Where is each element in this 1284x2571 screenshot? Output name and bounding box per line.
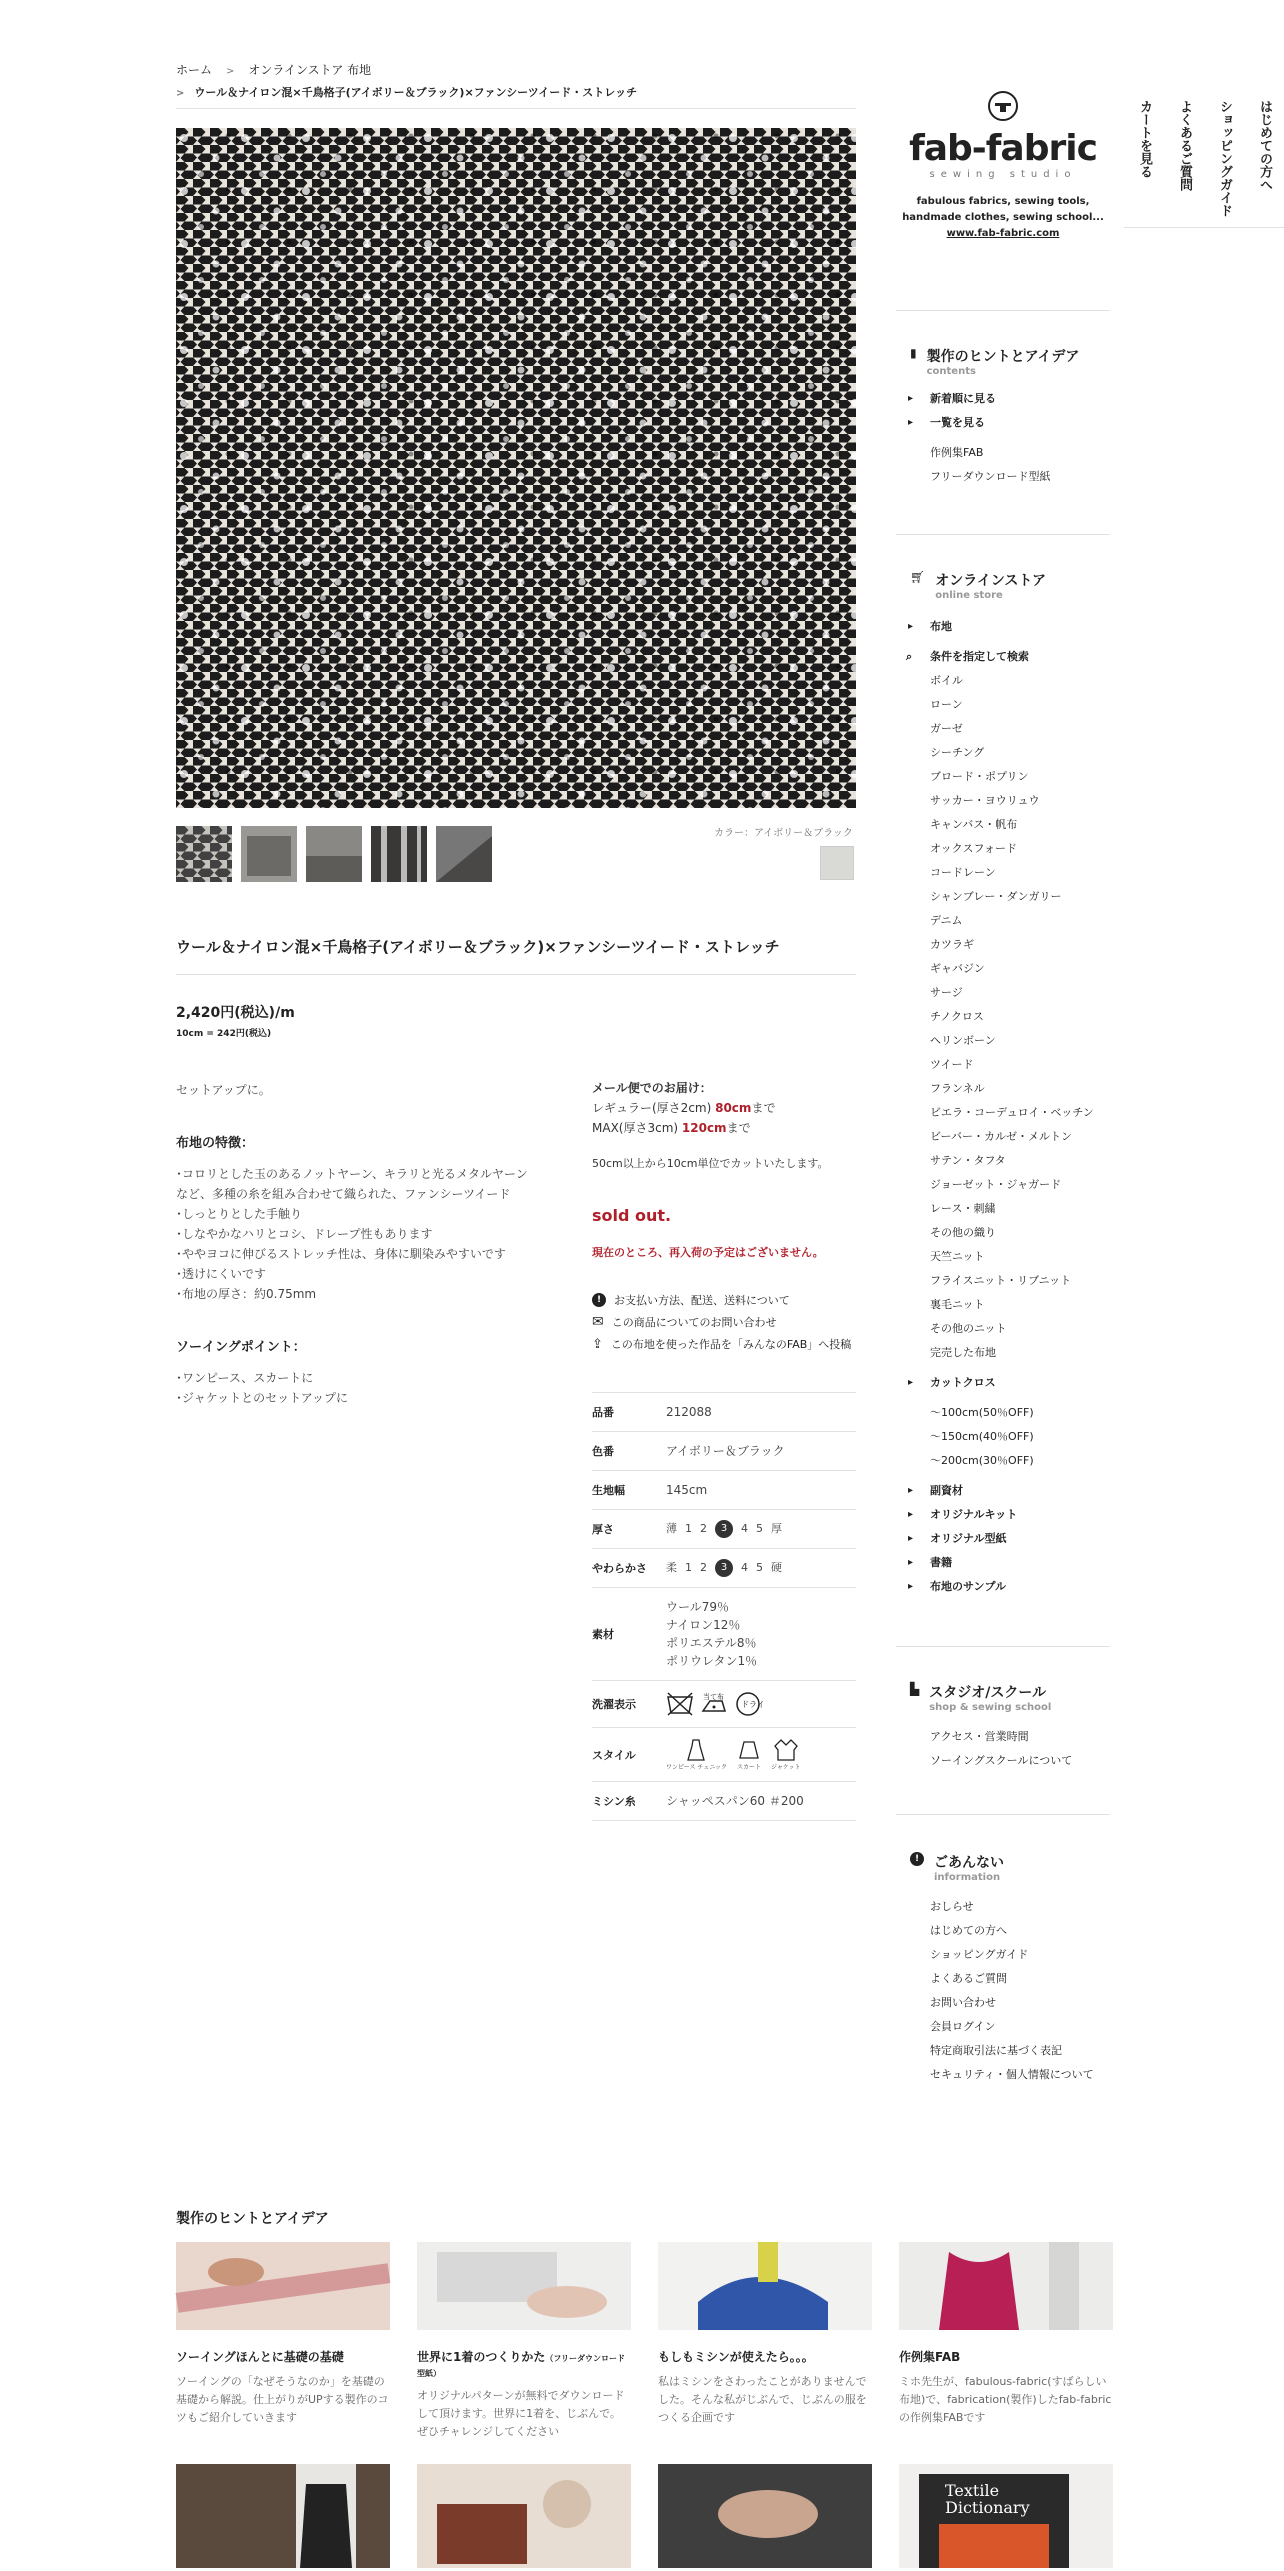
tip-desc: ソーイングの「なぜそうなのか」を基礎の基礎から解説。仕上がりがUPする製作のコツもご紹介していきます [176, 2375, 389, 2424]
side-store-more[interactable]: ▸ 副資材 [896, 1479, 1110, 1503]
side-store-item[interactable]: キャンバス・帆布 [930, 818, 1018, 831]
spec-value: 212088 [666, 1405, 712, 1419]
side-store-item[interactable]: オックスフォード [930, 842, 1018, 855]
thumbnail-3[interactable] [306, 826, 362, 882]
side-tips-list[interactable]: ▸ 一覧を見る [896, 411, 1110, 435]
share-link[interactable] [592, 1336, 851, 1352]
spec-value: アイボリー＆ブラック [666, 1444, 785, 1458]
info-circle-icon: ! [592, 1293, 606, 1307]
color-swatch[interactable] [820, 846, 854, 880]
book-title: Textile Dictionary [945, 2481, 1030, 2517]
delivery-title: メール便でのお届け： [592, 1081, 712, 1095]
logo-url[interactable]: www.fab-fabric.com [946, 228, 1060, 239]
tips-cards [176, 2242, 1113, 2441]
delivery-suffix: まで [751, 1101, 776, 1115]
spec-key: 品番 [592, 1406, 614, 1419]
side-store-item[interactable]: ジョーゼット・ジャガード [930, 1178, 1062, 1191]
style-label: スカート [736, 1764, 761, 1771]
scale-step: 5 [756, 1561, 763, 1574]
side-info-item[interactable]: よくあるご質問 [930, 1972, 1007, 1985]
scale-selected: 3 [715, 1559, 733, 1577]
feature-line: ･しなやかなハリとコシ、ドレープ性もあります [176, 1227, 433, 1241]
scale-low: 薄 [666, 1522, 677, 1535]
price: 2,420円(税込)/m [176, 1005, 295, 1021]
side-store-item[interactable]: ブロード・ポプリン [930, 770, 1029, 783]
spec-row-style [592, 1727, 856, 1781]
side-store [896, 570, 1110, 1599]
tagline-1: fabulous fabrics, sewing tools, [916, 196, 1090, 207]
sewing-title: ソーイングポイント： [176, 1340, 306, 1355]
thumbnail-4[interactable] [371, 826, 427, 882]
side-studio-sub: shop & sewing school [929, 1702, 1052, 1713]
breadcrumb-current: ウール＆ナイロン混×千鳥格子(アイボリー＆ブラック)×ファンシーツイード・ストレッチ [194, 86, 638, 99]
side-store-item[interactable]: ガーゼ [930, 722, 963, 735]
side-info-item[interactable]: ショッピングガイド [930, 1948, 1029, 1961]
side-store-cut-item[interactable]: 〜100cm(50％OFF) [930, 1406, 1034, 1419]
spec-key: ミシン糸 [592, 1795, 636, 1808]
envelope-icon: ✉ [592, 1314, 604, 1330]
vnav-first-time[interactable]: はじめての方へ [1244, 90, 1284, 228]
breadcrumb-home[interactable]: ホーム [176, 63, 213, 77]
side-studio-item[interactable]: アクセス・営業時間 [930, 1730, 1029, 1743]
features-title: 布地の特徴： [176, 1136, 255, 1151]
sewing-machine-icon [987, 90, 1019, 122]
feature-line: ･コロリとした玉のあるノットヤーン、キラリと光るメタルヤーン [176, 1167, 528, 1181]
scale-step: 1 [685, 1561, 692, 1574]
spec-row-washing [592, 1680, 856, 1727]
price-per-10cm: 10cm = 242円(税込) [176, 1029, 272, 1039]
logo-sub: sewing studio [929, 169, 1077, 180]
cart-icon: 🛒︎ [910, 570, 926, 584]
info-circle-icon: ! [910, 1852, 924, 1866]
chevron-right-icon: > [226, 66, 235, 77]
side-store-item[interactable]: ビエラ・コーデュロイ・ベッチン [930, 1106, 1094, 1119]
style-label: ワンピース チュニック [666, 1764, 727, 1771]
tip-card[interactable] [658, 2464, 872, 2568]
side-info-title: ごあんない [934, 1855, 1004, 1871]
side-tips-download[interactable]: フリーダウンロード型紙 [930, 470, 1051, 483]
side-info-item[interactable]: 特定商取引法に基づく表記 [930, 2044, 1062, 2057]
tip-title: 世界に1着のつくりかた [417, 2350, 546, 2364]
side-store-item[interactable]: ヘリンボーン [930, 1034, 996, 1047]
spec-row-color [592, 1431, 856, 1470]
logo-tagline [896, 194, 1110, 242]
thumbnail-strip [176, 826, 492, 882]
feature-line: ･透けにくいです [176, 1267, 267, 1281]
side-store-more[interactable]: ▸ 布地のサンプル [896, 1575, 1110, 1599]
breadcrumb [176, 60, 637, 104]
side-store-item[interactable]: フランネル [930, 1082, 985, 1095]
spec-key: 生地幅 [592, 1484, 625, 1497]
side-store-item[interactable]: ギャバジン [930, 962, 985, 975]
side-tips-sub: contents [926, 366, 976, 377]
side-info [896, 1852, 1110, 2087]
delivery-info [592, 1078, 856, 1174]
side-store-item[interactable]: ボイル [930, 674, 963, 687]
tip-image [658, 2242, 872, 2330]
vnav-cart[interactable]: カートを見る [1124, 90, 1164, 228]
material-item: ウール79％ [666, 1600, 730, 1614]
skirt-icon [738, 1738, 760, 1762]
side-store-more[interactable]: ▸ オリジナル型紙 [896, 1527, 1110, 1551]
scale-step: 2 [700, 1561, 707, 1574]
inquiry-link-label: この商品についてのお問い合わせ [611, 1316, 777, 1329]
tips-title: 製作のヒントとアイデア [176, 2211, 329, 2227]
washing-icons [666, 1691, 856, 1717]
tip-title: 作例集FAB [899, 2350, 961, 2364]
spec-key: 色番 [592, 1445, 614, 1458]
sewing-line: ･ワンピース、スカートに [176, 1371, 314, 1385]
color-caption: カラー：アイボリー＆ブラック [714, 828, 853, 839]
side-info-sub: information [934, 1872, 1001, 1883]
scale-step: 1 [685, 1522, 692, 1535]
side-info-item[interactable]: はじめての方へ [930, 1924, 1007, 1937]
side-info-item[interactable]: おしらせ [930, 1900, 974, 1913]
tip-image [176, 2242, 390, 2330]
spec-row-thread [592, 1781, 856, 1821]
tip-image [417, 2464, 631, 2568]
cut-note: 50cm以上から10cm単位でカットいたします。 [592, 1157, 829, 1170]
side-store-cut-item[interactable]: 〜150cm(40％OFF) [930, 1430, 1034, 1443]
scale-selected: 3 [715, 1520, 733, 1538]
scale-step: 4 [741, 1561, 748, 1574]
side-info-item[interactable]: セキュリティ・個人情報について [930, 2068, 1094, 2081]
thumbnail-5[interactable] [436, 826, 492, 882]
material-list [666, 1598, 856, 1670]
tip-image [417, 2242, 631, 2330]
tip-card[interactable] [176, 2242, 390, 2441]
tip-image [899, 2242, 1113, 2330]
spec-key: 厚さ [592, 1523, 614, 1536]
softness-scale [666, 1559, 856, 1577]
side-store-item[interactable]: カツラギ [930, 938, 974, 951]
scale-low: 柔 [666, 1561, 677, 1574]
side-store-cut-item[interactable]: 〜200cm(30％OFF) [930, 1454, 1034, 1467]
side-tips-title: 製作のヒントとアイデア [926, 349, 1080, 365]
product-title: ウール＆ナイロン混×千鳥格子(アイボリー＆ブラック)×ファンシーツイード・ストレッチ [176, 938, 780, 956]
delivery-regular: レギュラー(厚さ2cm) [592, 1101, 716, 1115]
tip-image [658, 2464, 872, 2568]
building-icon: ▙ [910, 1682, 920, 1696]
delivery-regular-length: 80cm [715, 1101, 752, 1115]
material-item: ポリエステル8％ [666, 1636, 757, 1650]
feature-line: など、多種の糸を組み合わせて織られた、ファンシーツイード [176, 1187, 511, 1201]
side-store-search-label: 条件を指定して検索 [930, 650, 1029, 663]
delivery-max-length: 120cm [681, 1121, 727, 1135]
spec-key: 素材 [592, 1628, 614, 1641]
delivery-suffix: まで [726, 1121, 751, 1135]
style-label: ジャケット [770, 1764, 801, 1771]
thumbnail-2[interactable] [241, 826, 297, 882]
tip-card[interactable] [899, 2464, 1113, 2568]
side-store-item[interactable]: シャンブレー・ダンガリー [930, 890, 1062, 903]
side-store-item[interactable]: 完売した布地 [930, 1346, 996, 1359]
dress-icon [685, 1738, 707, 1762]
houndstooth-fabric-image [176, 128, 856, 808]
material-item: ポリウレタン1％ [666, 1654, 758, 1668]
svg-text:ドライ: ドライ [741, 1700, 765, 1709]
tip-desc: オリジナルパターンが無料でダウンロードして頂けます。世界に1着を、じぶんで。ぜひチャレンジしてください [417, 2389, 625, 2438]
payment-link[interactable] [592, 1292, 851, 1308]
payment-link-label: お支払い方法、配送、送料について [614, 1294, 790, 1307]
side-store-item[interactable]: デニム [930, 914, 963, 927]
side-store-item[interactable]: 天竺ニット [930, 1250, 985, 1263]
scale-step: 5 [756, 1522, 763, 1535]
spec-key: やわらかさ [592, 1562, 647, 1575]
product-main-image[interactable] [176, 128, 856, 808]
side-tips [896, 346, 1110, 489]
side-store-item[interactable]: レース・刺繍 [930, 1202, 996, 1215]
site-logo[interactable] [896, 90, 1110, 242]
spec-table [592, 1392, 856, 1821]
svg-text:当て布: 当て布 [703, 1693, 724, 1701]
product-intro: セットアップに。 [176, 1083, 271, 1097]
side-store-item[interactable]: チノクロス [930, 1010, 984, 1023]
tip-card[interactable] [417, 2464, 631, 2568]
material-item: ナイロン12％ [666, 1618, 741, 1632]
side-store-item[interactable]: シーチング [930, 746, 985, 759]
spec-key: スタイル [592, 1748, 636, 1762]
tip-card[interactable] [658, 2242, 872, 2441]
side-store-item[interactable]: ローン [930, 698, 963, 711]
tip-desc: ミホ先生が、fabulous-fabric(すばらしい布地)で、fabrication(製作)したfab-fabricの作例集FABです [899, 2375, 1112, 2424]
side-store-item[interactable]: サージ [930, 986, 963, 999]
jacket-icon [773, 1738, 799, 1762]
features-block [176, 1134, 556, 1304]
side-store-item[interactable]: その他の織り [930, 1226, 996, 1239]
side-store-item[interactable]: コードレーン [930, 866, 996, 879]
side-store-more[interactable]: ▸ オリジナルキット [896, 1503, 1110, 1527]
tip-card[interactable] [899, 2242, 1113, 2441]
spec-value: 145cm [666, 1483, 708, 1497]
tip-card[interactable] [176, 2464, 390, 2568]
style-icons [666, 1738, 856, 1771]
scale-step: 2 [700, 1522, 707, 1535]
side-store-sub: online store [935, 590, 1003, 601]
side-tips-new[interactable]: ▸ 新着順に見る [896, 387, 1110, 411]
side-store-item[interactable]: ツイード [930, 1058, 974, 1071]
inquiry-link[interactable] [592, 1314, 851, 1330]
side-store-title: オンラインストア [935, 573, 1046, 589]
spec-row-code [592, 1392, 856, 1431]
scale-step: 4 [741, 1522, 748, 1535]
sewing-line: ･ジャケットとのセットアップに [176, 1391, 348, 1405]
feature-line: ･ややヨコに伸びるストレッチ性は、身体に馴染みやすいです [176, 1247, 506, 1261]
tip-desc: 私はミシンをさわったことがありませんでした。そんな私がじぶんで、じぶんの服をつくる企画です [658, 2375, 867, 2424]
spec-key: 洗濯表示 [592, 1698, 636, 1711]
share-icon: ⇪ [592, 1336, 603, 1352]
no-wash-icon [666, 1691, 694, 1717]
sewing-points [176, 1338, 556, 1408]
thumbnail-1[interactable] [176, 826, 232, 882]
spec-value: シャッペスパン60 ＃200 [666, 1794, 804, 1808]
share-link-label: この布地を使った作品を「みんなのFAB」へ投稿 [610, 1338, 852, 1351]
side-store-search[interactable] [896, 645, 1110, 669]
side-store-item[interactable]: ビーバー・カルゼ・メルトン [930, 1130, 1073, 1143]
tips-cards-row2 [176, 2464, 1113, 2568]
side-store-more[interactable]: ▸ 書籍 [896, 1551, 1110, 1575]
tip-image [176, 2464, 390, 2568]
search-icon: ⌕ [906, 650, 913, 663]
chevron-right-icon: > [176, 88, 185, 99]
feature-line: ･布地の厚さ：約0.75mm [176, 1287, 317, 1301]
logo-name: fab-fabric [909, 128, 1097, 169]
tip-image [899, 2464, 1113, 2568]
side-info-item[interactable]: 会員ログイン [930, 2020, 996, 2033]
breadcrumb-store[interactable]: オンラインストア 布地 [248, 63, 372, 77]
tip-title: ソーイングほんとに基礎の基礎 [176, 2350, 344, 2364]
restock-note: 現在のところ、再入荷の予定はございません。 [592, 1246, 824, 1259]
scale-high: 硬 [771, 1561, 782, 1574]
tip-card[interactable] [417, 2242, 631, 2441]
side-store-cutcloth[interactable]: ▸ カットクロス [896, 1371, 1110, 1395]
side-store-item[interactable]: フライスニット・リブニット [930, 1274, 1072, 1287]
side-info-item[interactable]: お問い合わせ [930, 1996, 996, 2009]
side-studio-title: スタジオ/スクール [929, 1685, 1047, 1701]
scale-high: 厚 [771, 1522, 782, 1535]
info-links [592, 1292, 851, 1358]
tip-title-note: （フリーダウンロード型紙） [417, 2354, 626, 2378]
side-store-item[interactable]: サテン・タフタ [930, 1154, 1006, 1167]
iron-icon [700, 1691, 728, 1717]
feature-line: ･しっとりとした手触り [176, 1207, 303, 1221]
sold-out-label: sold out. [592, 1206, 672, 1225]
vnav-shopping-guide[interactable]: ショッピングガイド [1204, 90, 1244, 228]
spec-row-material [592, 1587, 856, 1680]
side-tips-fab[interactable]: 作例集FAB [930, 446, 984, 459]
dry-clean-icon [734, 1691, 765, 1717]
side-store-item[interactable]: 裏毛ニット [930, 1298, 985, 1311]
tip-title: もしもミシンが使えたら。。。 [658, 2350, 814, 2364]
side-store-item[interactable]: サッカー・ヨウリュウ [930, 794, 1040, 807]
vertical-nav [1137, 90, 1284, 228]
spec-row-softness [592, 1548, 856, 1587]
side-store-fabric[interactable]: ▸ 布地 [896, 615, 1110, 639]
book-icon: ▮ [910, 346, 917, 360]
spec-row-thickness [592, 1509, 856, 1548]
vnav-faq[interactable]: よくあるご質問 [1164, 90, 1204, 228]
thickness-scale [666, 1520, 856, 1538]
side-store-item[interactable]: その他のニット [930, 1322, 1007, 1335]
tagline-2: handmade clothes, sewing school... [902, 212, 1104, 223]
side-studio-item[interactable]: ソーイングスクールについて [930, 1754, 1073, 1767]
delivery-max: MAX(厚さ3cm) [592, 1121, 682, 1135]
side-studio [896, 1682, 1110, 1773]
spec-row-width [592, 1470, 856, 1509]
